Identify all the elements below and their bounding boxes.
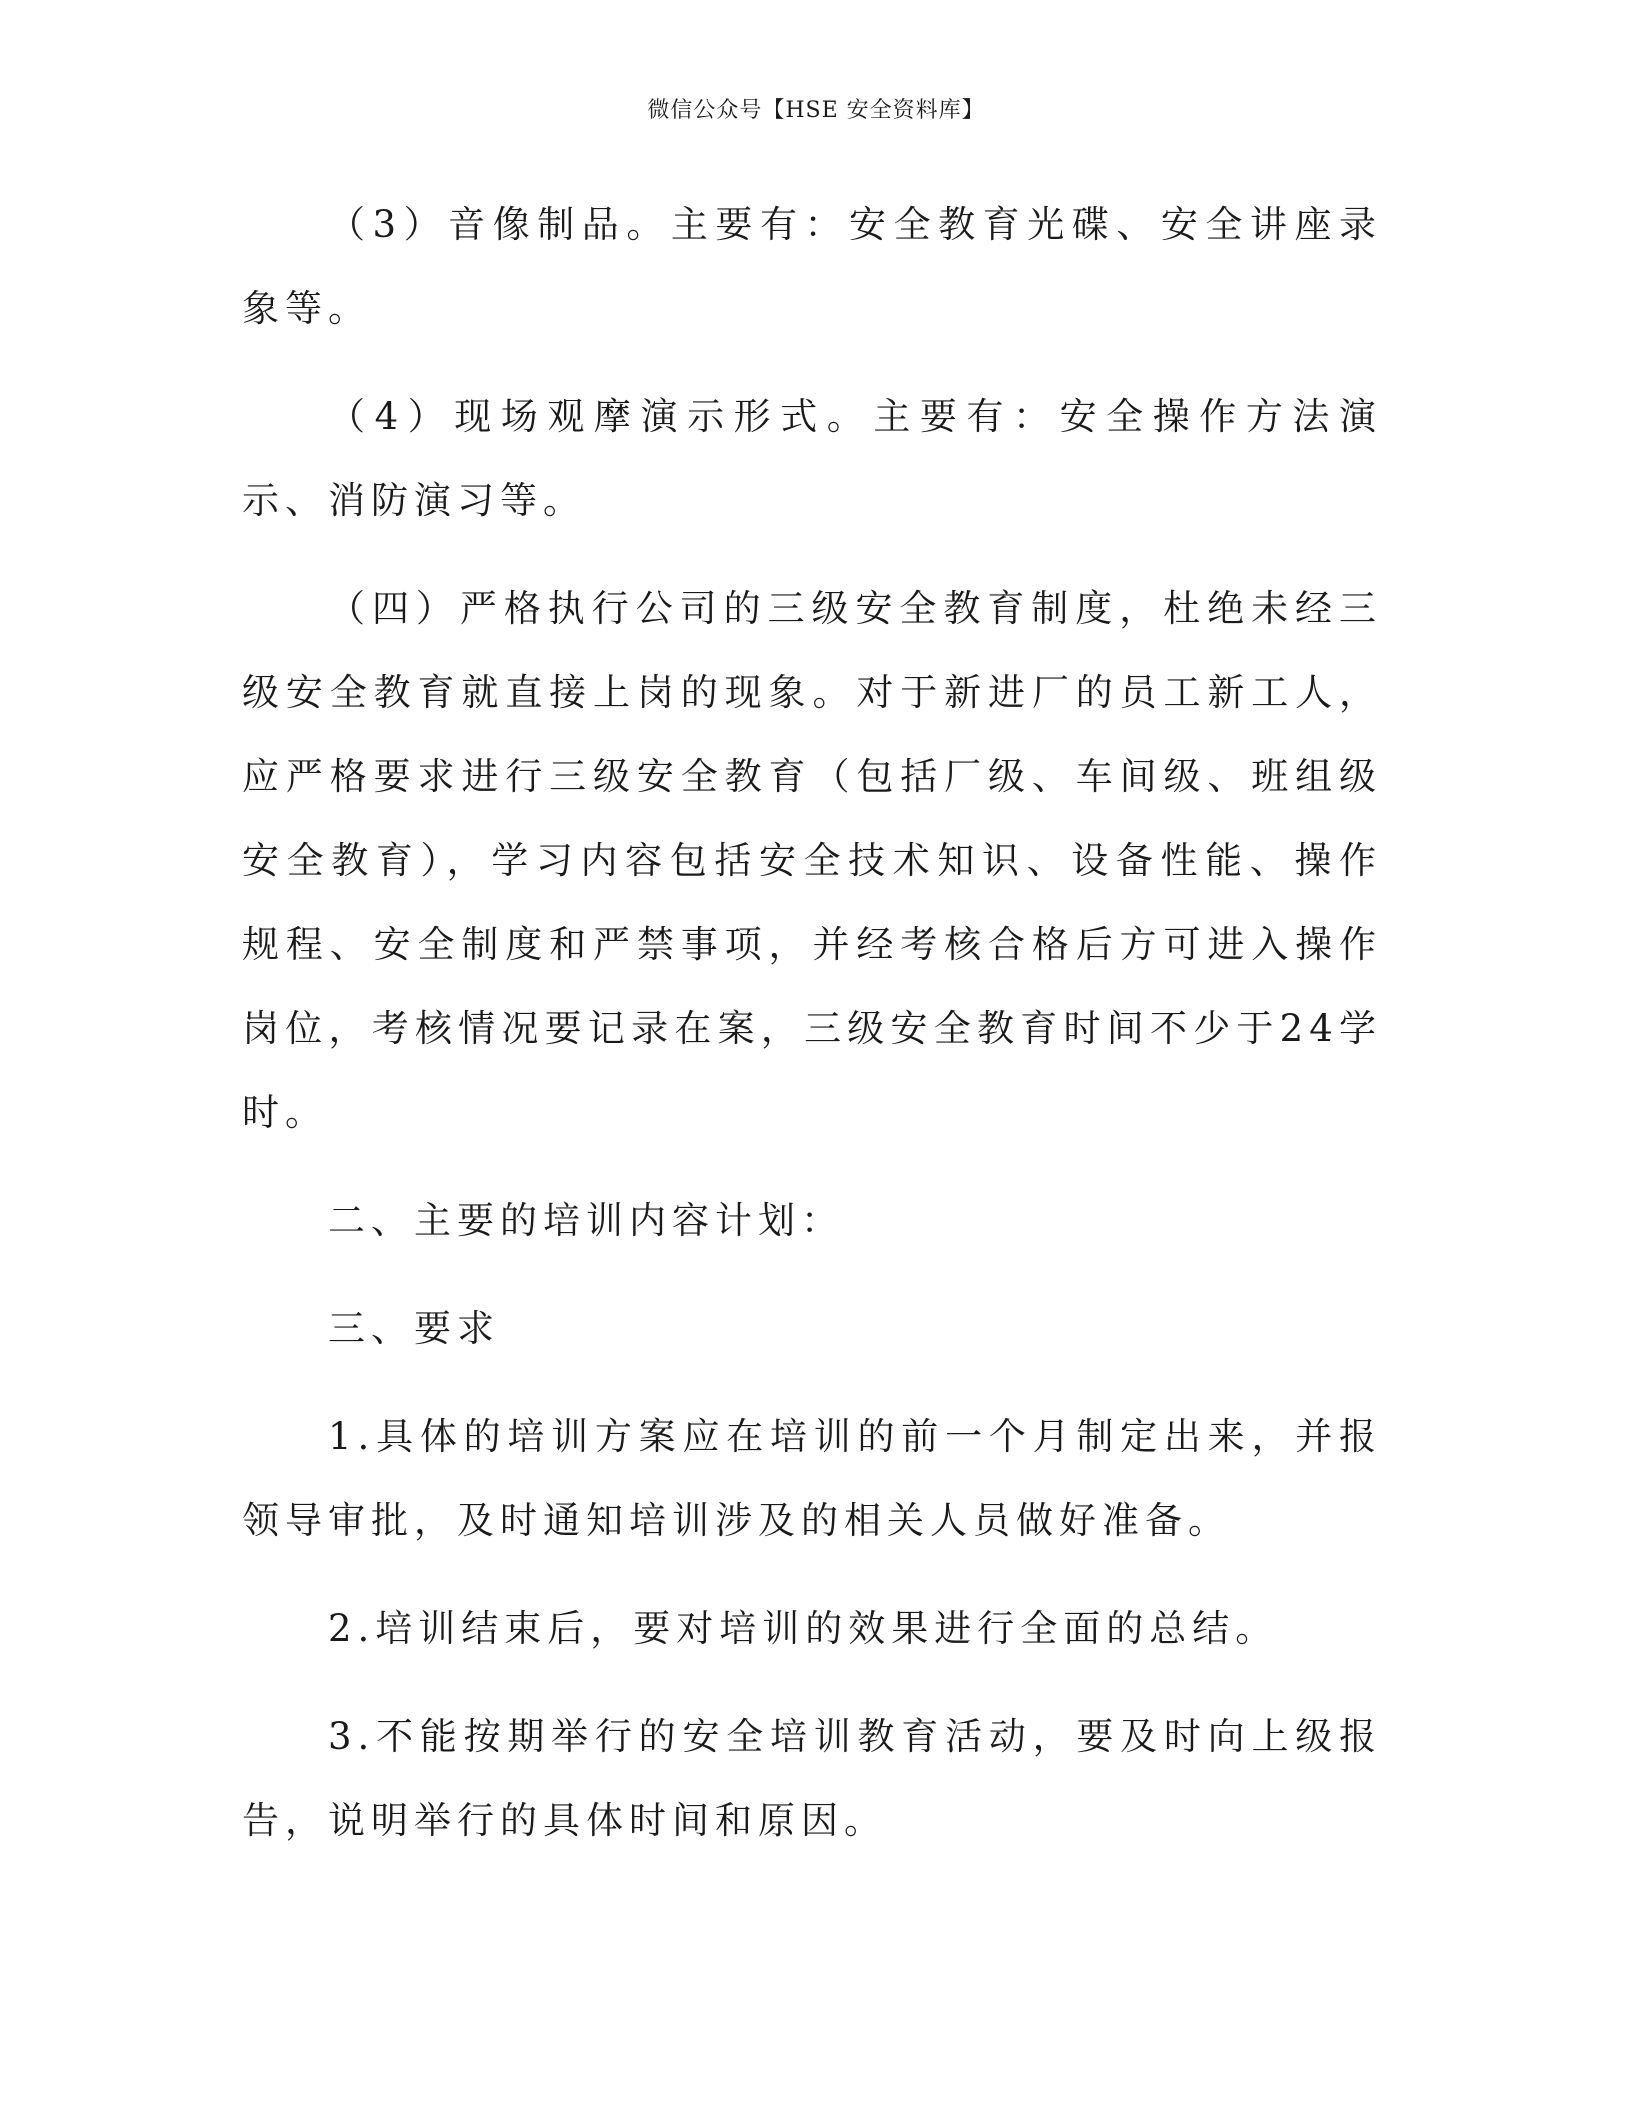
- paragraph-audio-video: （3）音像制品。主要有：安全教育光碟、安全讲座录象等。: [242, 203, 1382, 330]
- section-heading-requirements: 三、要求: [328, 1307, 500, 1350]
- document-body: [242, 183, 1382, 1863]
- paragraph-three-level-education: （四）严格执行公司的三级安全教育制度，杜绝未经三级安全教育就直接上岗的现象。对于新进厂的员工新工人，应严格要求进行三级安全教育（包括厂级、车间级、班组级安全教育），学习内容包括安全技术知识、设备性能、操作规程、安全制度和严禁事项，并经考核合格后方可进入操作岗位，考核情况要记录在案，三级安全教育时间不少于24学时。: [242, 587, 1382, 1134]
- requirement-item-2: 2.培训结束后，要对培训的效果进行全面的总结。: [328, 1607, 1279, 1650]
- requirement-item-3: 3.不能按期举行的安全培训教育活动，要及时向上级报告，说明举行的具体时间和原因。: [242, 1715, 1382, 1842]
- page-header: 微信公众号【HSE 安全资料库】: [647, 98, 985, 123]
- paragraph-onsite-demo: （4）现场观摩演示形式。主要有：安全操作方法演示、消防演习等。: [242, 395, 1382, 522]
- requirement-item-1: 1.具体的培训方案应在培训的前一个月制定出来，并报领导审批，及时通知培训涉及的相关人员做好准备。: [242, 1415, 1382, 1542]
- section-heading-training-plan: 二、主要的培训内容计划：: [328, 1199, 844, 1242]
